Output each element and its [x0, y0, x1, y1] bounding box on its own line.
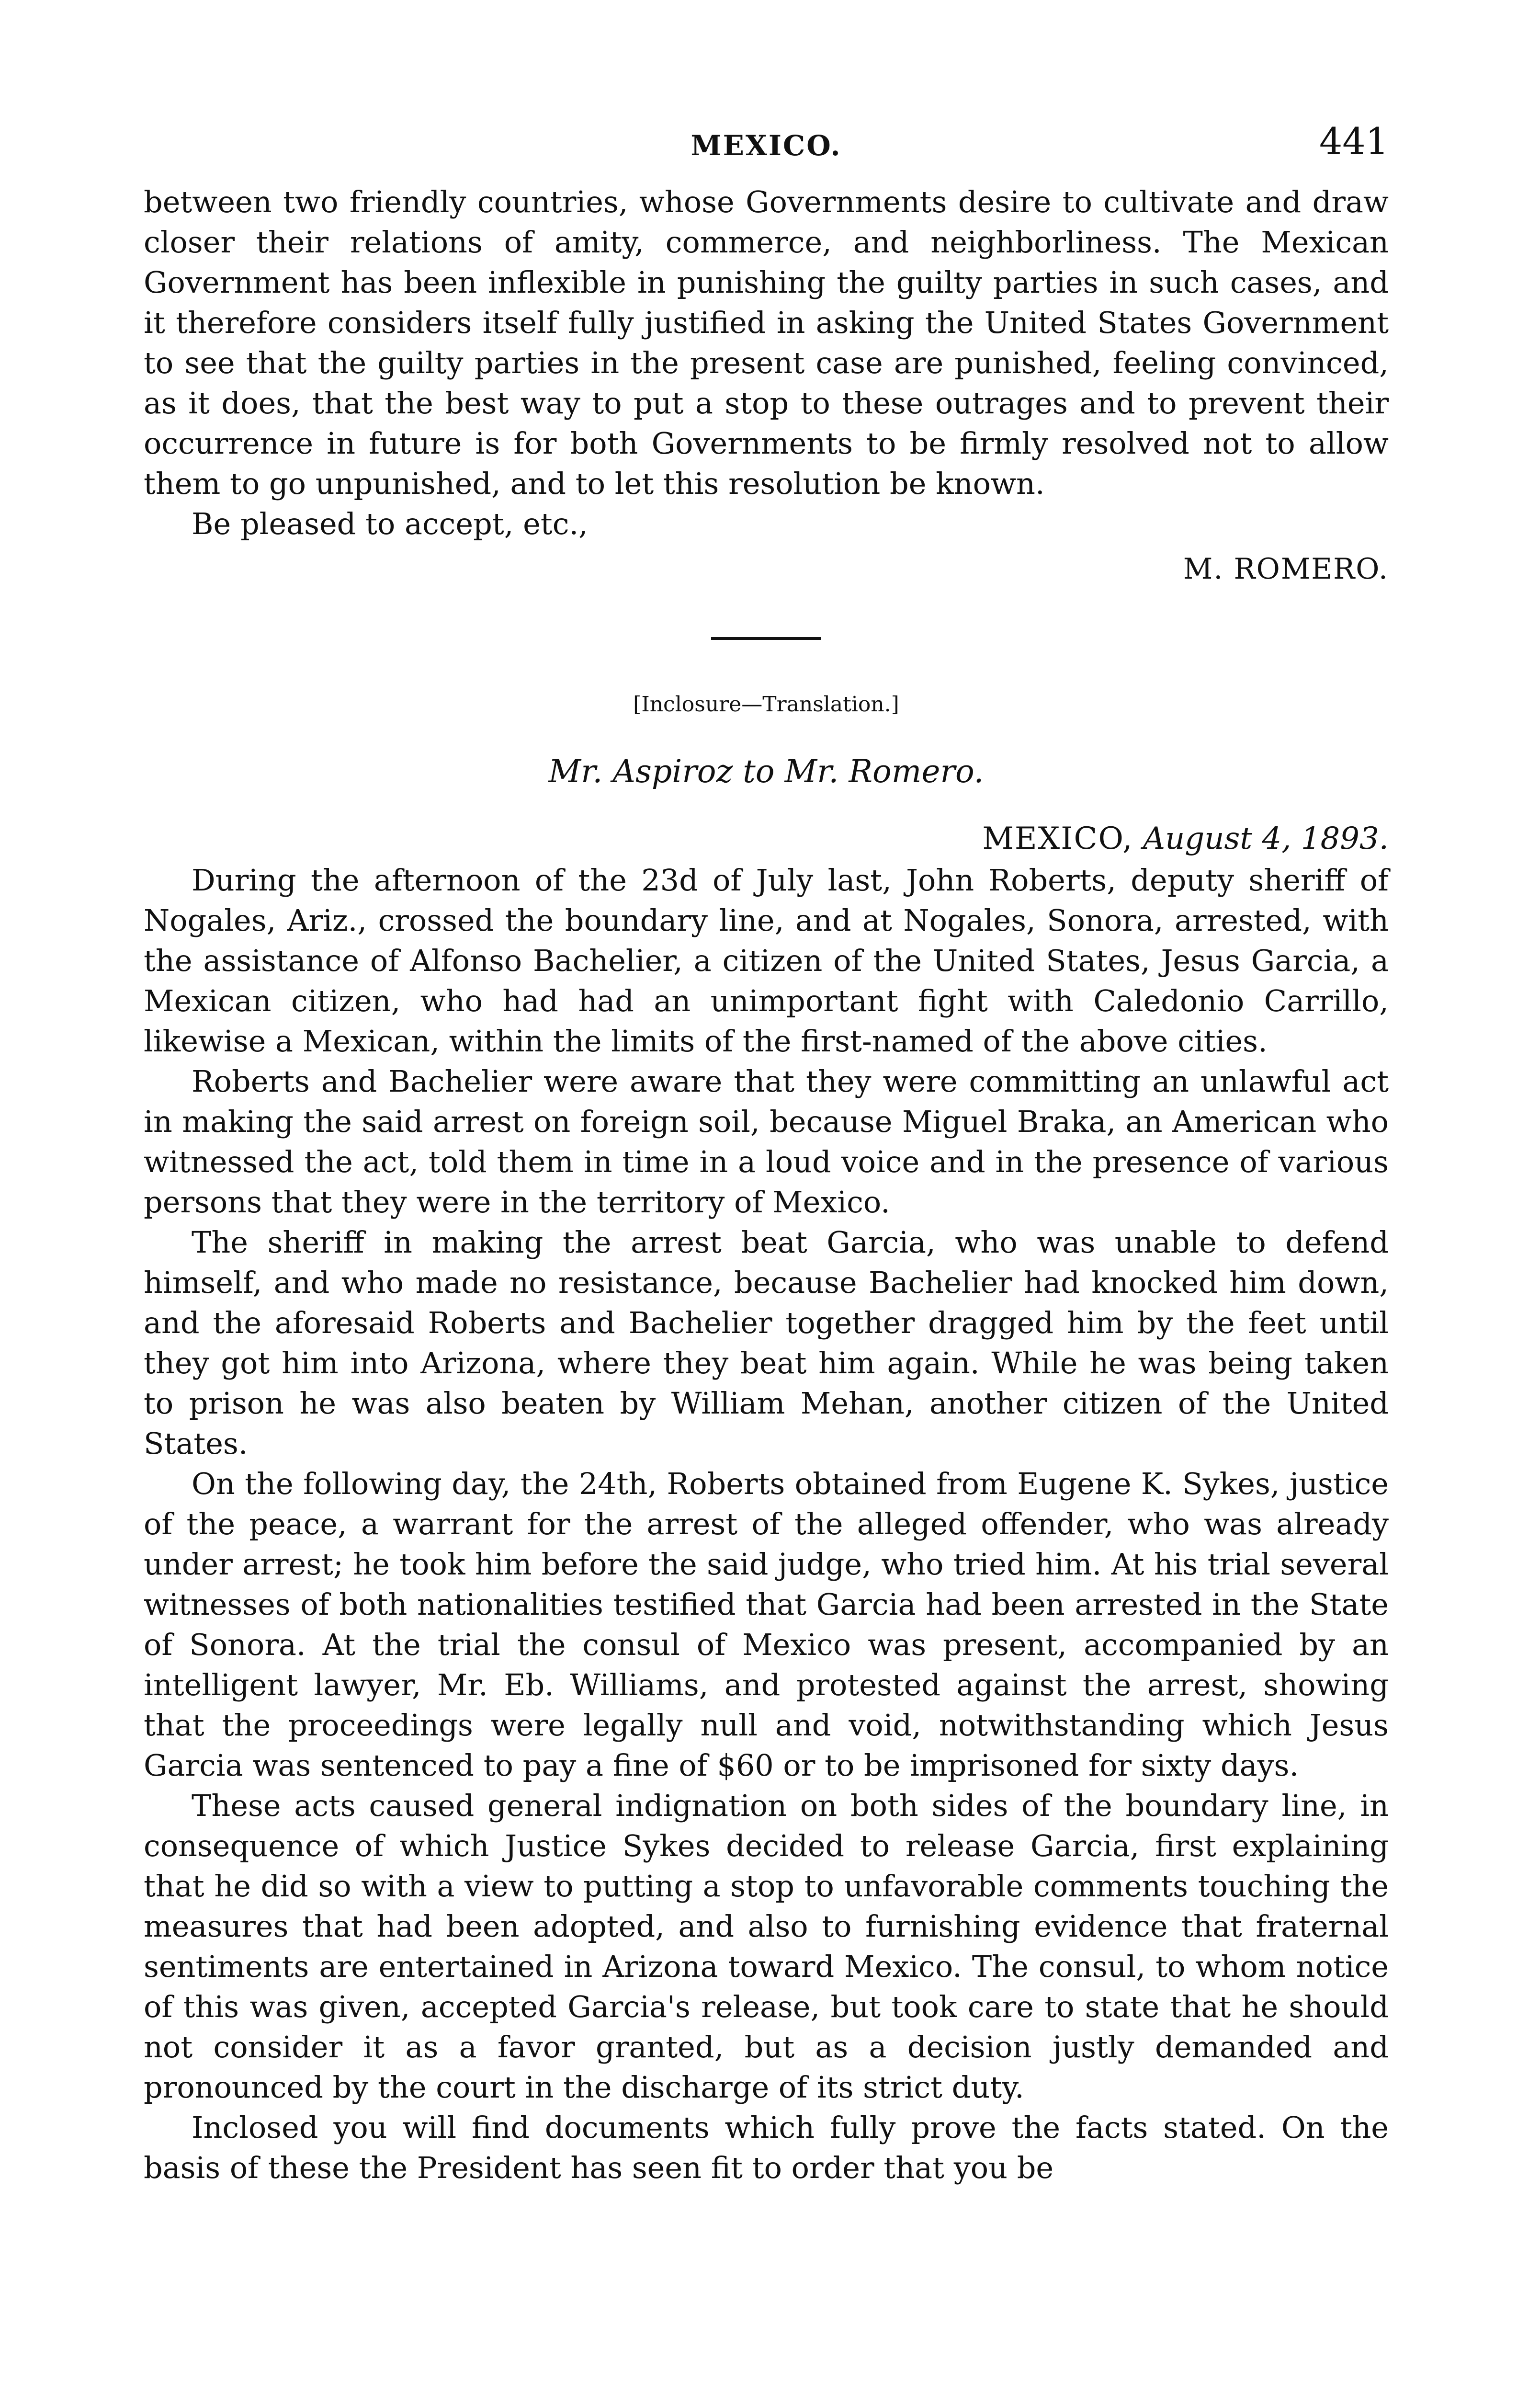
section-divider — [711, 637, 821, 640]
letter-paragraph: between two friendly countries, whose Governments desire to cultivate and draw closer their relations of amity, commerce, and neighborliness. The Mexican Government has been inflexible in punishing the guilty parties in such cases, and it therefore considers itself fully justified in asking the United States Government to see that the guilty parties in the present case are punished, feeling convinced, as it does, that the best way to put a stop to these outrages and to prevent their occurrence in future is for both Governments to be firmly resolved not to allow them to go unpunished, and to let this resolution be known. — [144, 184, 1389, 501]
inclosure-heading: Mr. Aspiroz to Mr. Romero. — [548, 753, 984, 790]
inclosure-label: [Inclosure—Translation.] — [633, 692, 899, 717]
body-paragraph-1: During the afternoon of the 23d of July last, John Roberts, deputy sheriff of Nogales, Ariz., crossed the boundary line, and at Nogales, Sonora, arrested, with the assistance of Alfonso Bachelier, a citizen of the United States, Jesus Garcia, a Mexican citizen, who had had an unimportant fight with Caledonio Carrillo, likewise a Mexican, within the limits of the first-named of the above cities. — [144, 863, 1389, 1059]
dateline-place: MEXICO, — [982, 821, 1133, 856]
body-paragraph-5: These acts caused general indignation on both sides of the boundary line, in consequence of which Justice Sykes decided to release Garcia, first explaining that he did so with a view to putting a stop to unfavorable comments touching the measures that had been adopted, and also to furnishing evidence that fraternal sentiments are entertained in Arizona toward Mexico. The consul, to whom notice of this was given, accepted Garcia's release, but took care to state that he should not consider it as a favor granted, but as a decision justly demanded and pronounced by the court in the discharge of its strict duty. — [144, 1788, 1389, 2105]
letter-closing: Be pleased to accept, etc., — [192, 506, 588, 541]
document-page — [144, 120, 1389, 2188]
dateline-date: August 4, 1893. — [1143, 821, 1389, 856]
body-paragraph-4: On the following day, the 24th, Roberts obtained from Eugene K. Sykes, justice of the peace, a warrant for the arrest of the alleged offender, who was already under arrest; he took him before the said judge, who tried him. At his trial several witnesses of both nationalities testified that Garcia had been arrested in the State of Sonora. At the trial the consul of Mexico was present, accompanied by an intelligent lawyer, Mr. Eb. Williams, and protested against the arrest, showing that the proceedings were legally null and void, notwithstanding which Jesus Garcia was sentenced to pay a fine of $60 or to be imprisoned for sixty days. — [144, 1466, 1389, 1783]
dateline — [144, 817, 1389, 860]
body-paragraph-6: Inclosed you will find documents which fully prove the facts stated. On the basis of these the President has seen fit to order that you be — [144, 2110, 1389, 2185]
body-paragraph-3: The sheriff in making the arrest beat Garcia, who was unable to defend himself, and who made no resistance, because Bachelier had knocked him down, and the aforesaid Roberts and Bachelier together dragged him by the feet until they got him into Arizona, where they beat him again. While he was being taken to prison he was also beaten by William Mehan, another citizen of the United States. — [144, 1225, 1389, 1461]
running-header — [144, 120, 1389, 182]
page-number: 441 — [1319, 120, 1389, 162]
letter-signature: M. ROMERO. — [1183, 552, 1389, 586]
body-paragraph-2: Roberts and Bachelier were aware that they were committing an unlawful act in making the said arrest on foreign soil, because Miguel Braka, an American who witnessed the act, told them in time in a loud voice and in the presence of various persons that they were in the territory of Mexico. — [144, 1064, 1389, 1220]
running-title: MEXICO. — [691, 129, 842, 162]
